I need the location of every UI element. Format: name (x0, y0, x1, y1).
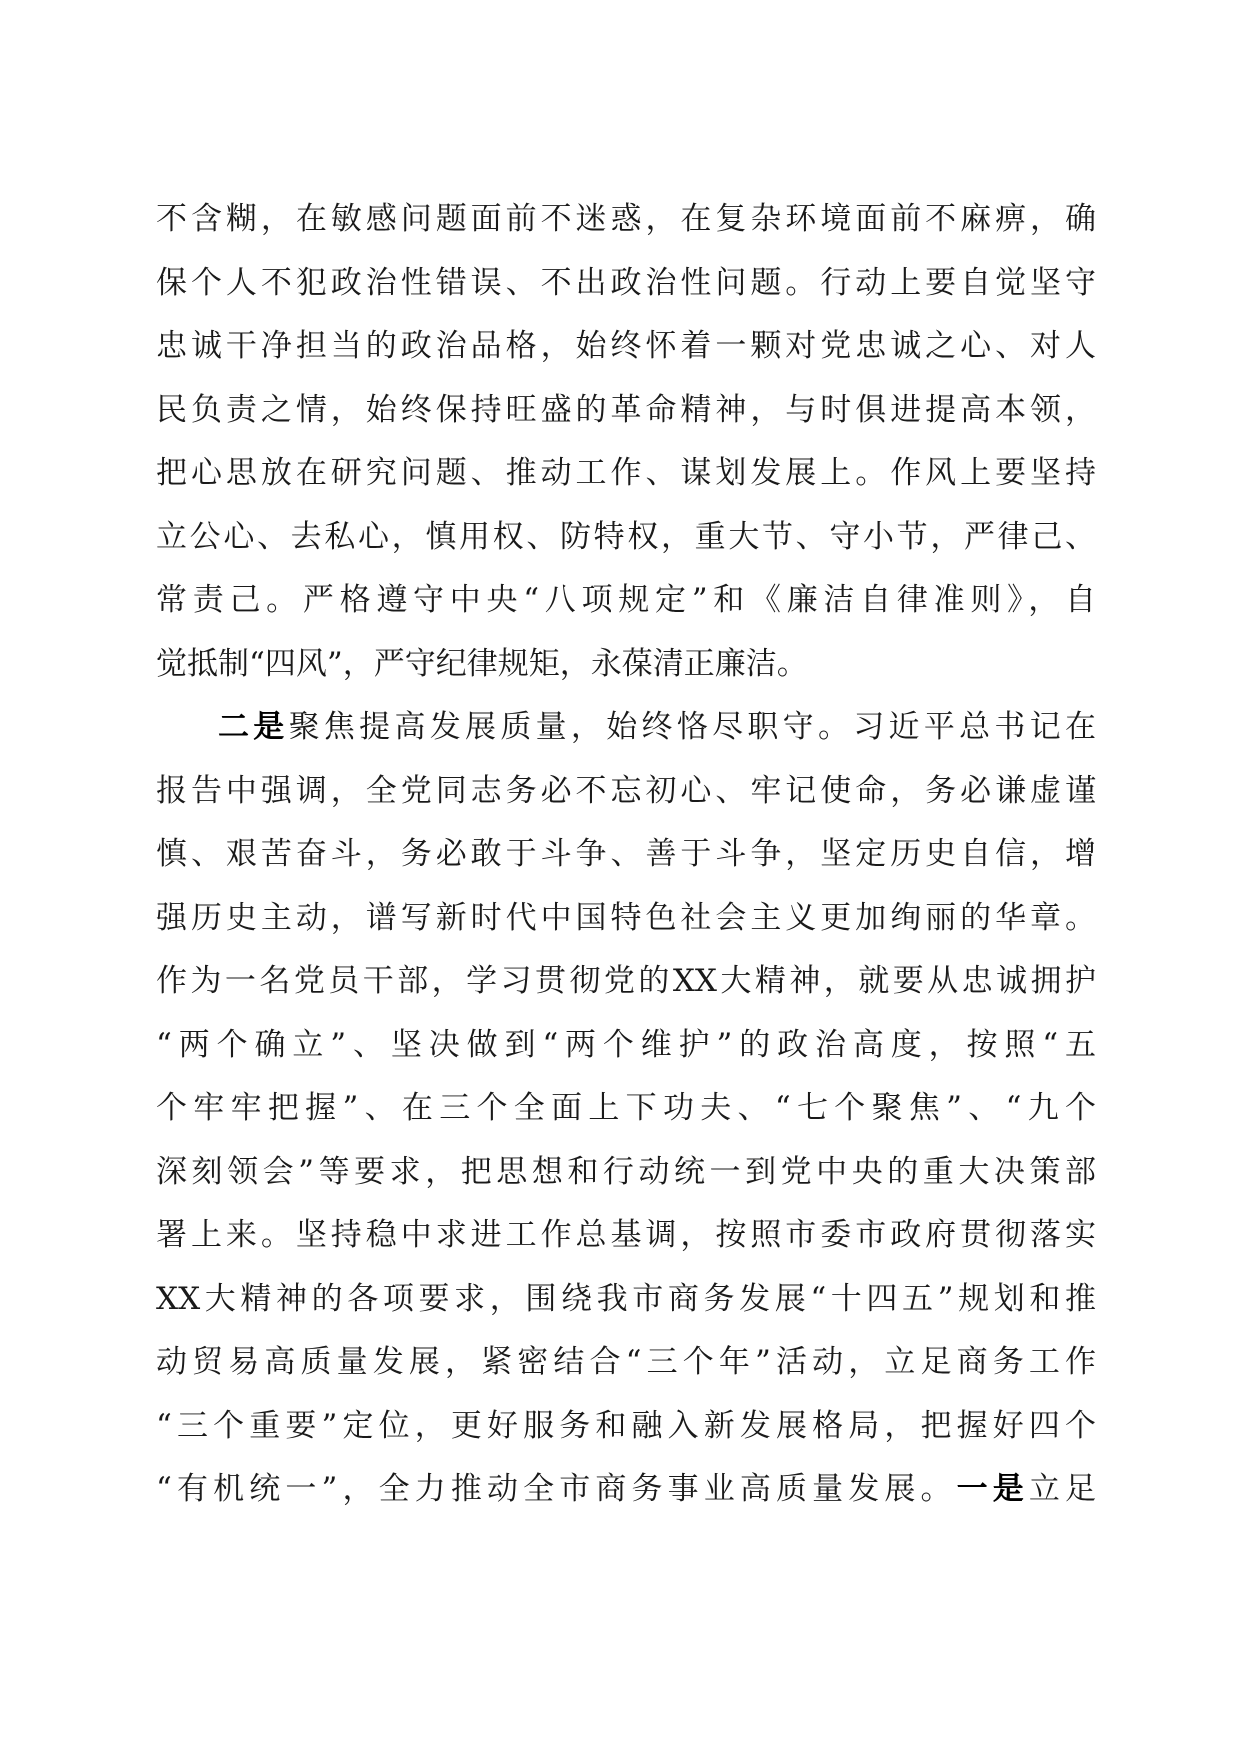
text-line: 深刻领会”等要求，把思想和行动统一到党中央的重大决策部 (156, 1153, 1096, 1190)
text-line: “三个重要”定位，更好服务和融入新发展格局，把握好四个 (156, 1407, 1096, 1444)
text-line: 忠诚干净担当的政治品格，始终怀着一颗对党忠诚之心、对人 (156, 328, 1096, 364)
text-line: 常责己。严格遵守中央“八项规定”和《廉洁自律准则》，自 (156, 582, 1096, 618)
text-line: 觉抵制“四风”，严守纪律规矩，永葆清正廉洁。 (156, 645, 808, 682)
document-body (156, 188, 1096, 1522)
text-line: “两个确立”、坚决做到“两个维护”的政治高度，按照“五 (156, 1026, 1096, 1063)
last-line-start: “有机统一”，全力推动全市商务事业高质量发展。 (156, 1471, 957, 1507)
paragraph-first-line (156, 696, 1096, 760)
last-line-bold: 一是 (956, 1471, 1029, 1507)
text-line: 民负责之情，始终保持旺盛的革命精神，与时俱进提高本领， (156, 391, 1096, 428)
text-line: 把心思放在研究问题、推动工作、谋划发展上。作风上要坚持 (156, 455, 1096, 491)
text-line: 动贸易高质量发展，紧密结合“三个年”活动，立足商务工作 (156, 1344, 1096, 1380)
text-line: 慎、艰苦奋斗，务必敢于斗争、善于斗争，坚定历史自信，增 (156, 836, 1096, 872)
text-line: 作为一名党员干部，学习贯彻党的XX大精神，就要从忠诚拥护 (156, 963, 1096, 999)
paragraph-last-line (156, 1458, 1096, 1522)
text-line: 不含糊，在敏感问题面前不迷惑，在复杂环境面前不麻痹，确 (156, 201, 1096, 237)
text-line: 强历史主动，谱写新时代中国特色社会主义更加绚丽的华章。 (156, 899, 1096, 936)
text-line: XX大精神的各项要求，围绕我市商务发展“十四五”规划和推 (156, 1280, 1096, 1317)
text-line: 报告中强调，全党同志务必不忘初心、牢记使命，务必谦虚谨 (156, 772, 1096, 809)
last-line-end: 立足 (1028, 1471, 1097, 1507)
text-line: 保个人不犯政治性错误、不出政治性问题。行动上要自觉坚守 (156, 264, 1096, 301)
text-line: 立公心、去私心，慎用权、防特权，重大节、守小节，严律己、 (156, 518, 1096, 555)
text-line: 署上来。坚持稳中求进工作总基调，按照市委市政府贯彻落实 (156, 1217, 1096, 1253)
paragraph-first-line-text: 聚焦提高发展质量，始终恪尽职守。习近平总书记在 (288, 709, 1097, 745)
paragraph-lead-bold: 二是 (218, 709, 289, 745)
text-line: 个牢牢把握”、在三个全面上下功夫、“七个聚焦”、“九个 (156, 1090, 1096, 1126)
